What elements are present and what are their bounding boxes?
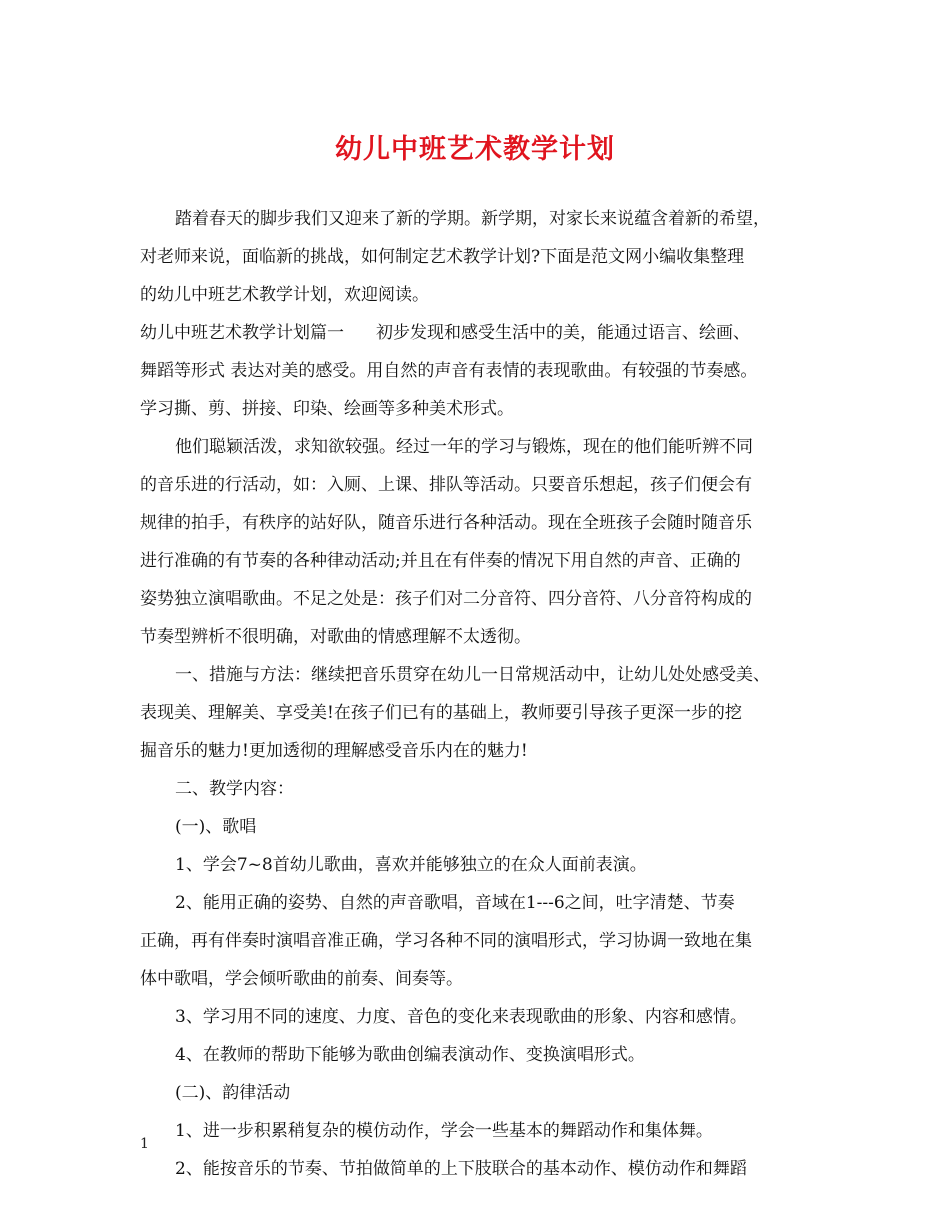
paragraph-line: 节奏型辨析不很明确，对歌曲的情感理解不太透彻。 [140, 627, 531, 647]
paragraph-line: 表现美、理解美、享受美!在孩子们已有的基础上，教师要引导孩子更深一步的挖 [140, 703, 742, 723]
list-item: 1、进一步积累稍复杂的模仿动作，学会一些基本的舞蹈动作和集体舞。 [175, 1121, 713, 1141]
section-line: 学习撕、剪、拼接、印染、绘画等多种美术形式。 [140, 399, 514, 419]
content-heading: 二、教学内容： [175, 779, 294, 799]
list-item: 4、在教师的帮助下能够为歌曲创编表演动作、变换演唱形式。 [175, 1045, 645, 1065]
paragraph-line: 掘音乐的魅力!更加透彻的理解感受音乐内在的魅力! [140, 741, 528, 761]
singing-heading: (一)、歌唱 [175, 817, 257, 837]
paragraph-line: 一、措施与方法：继续把音乐贯穿在幼儿一日常规活动中，让幼儿处处感受美、 [175, 665, 770, 685]
paragraph-line: 他们聪颖活泼，求知欲较强。经过一年的学习与锻炼，现在的他们能听辨不同 [175, 437, 753, 457]
page-number: 1 [140, 1136, 149, 1152]
section-first-text: 初步发现和感受生活中的美，能通过语言、绘画、 [376, 323, 750, 343]
rhythm-heading: (二)、韵律活动 [175, 1083, 291, 1103]
list-item: 3、学习用不同的速度、力度、音色的变化来表现歌曲的形象、内容和感情。 [175, 1007, 747, 1027]
section-line: 舞蹈等形式 表达对美的感受。用自然的声音有表情的表现歌曲。有较强的节奏感。 [140, 361, 758, 381]
paragraph-line: 的音乐进的行活动，如：入厕、上课、排队等活动。只要音乐想起，孩子们便会有 [140, 475, 752, 495]
intro-line: 对老师来说，面临新的挑战，如何制定艺术教学计划?下面是范文网小编收集整理 [140, 247, 745, 267]
paragraph-line: 进行准确的有节奏的各种律动活动;并且在有伴奏的情况下用自然的声音、正确的 [140, 551, 741, 571]
list-item-continuation: 体中歌唱，学会倾听歌曲的前奏、间奏等。 [140, 969, 463, 989]
list-item: 2、能用正确的姿势、自然的声音歌唱，音域在1---6之间，吐字清楚、节奏 [175, 893, 735, 913]
section-heading-line [140, 314, 830, 352]
intro-line: 踏着春天的脚步我们又迎来了新的学期。新学期，对家长来说蕴含着新的希望， [175, 209, 770, 229]
list-item: 1、学会7~8首幼儿歌曲，喜欢并能够独立的在众人面前表演。 [175, 855, 647, 875]
document-title: 幼儿中班艺术教学计划 [335, 134, 615, 165]
list-item: 2、能按音乐的节奏、节拍做简单的上下肢联合的基本动作、模仿动作和舞蹈 [175, 1159, 747, 1179]
intro-line: 的幼儿中班艺术教学计划，欢迎阅读。 [140, 285, 429, 305]
document-body [140, 200, 830, 1188]
section-heading: 幼儿中班艺术教学计划篇一 [140, 323, 344, 343]
paragraph-line: 姿势独立演唱歌曲。不足之处是：孩子们对二分音符、四分音符、八分音符构成的 [140, 589, 752, 609]
paragraph-line: 规律的拍手，有秩序的站好队，随音乐进行各种活动。现在全班孩子会随时随音乐 [140, 513, 752, 533]
list-item-continuation: 正确，再有伴奏时演唱音准正确，学习各种不同的演唱形式，学习协调一致地在集 [140, 931, 752, 951]
